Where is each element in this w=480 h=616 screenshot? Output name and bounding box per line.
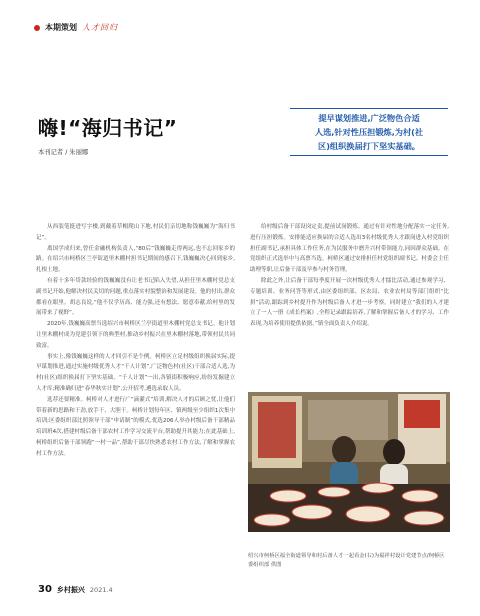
paragraph: 除此之外,让后备干部每季度开展一次村级优秀人才擂比活动,通过参观学习、专题培训、业务问答等形式,由区委组织部、区农局、农业农村局等部门组织“比拼”活动,跟踪到乡村提升作为村级后备人才进一步考察。同时建立“我们的人才建立了一人一册《成长档案》,全程记录跟踪培养,了解和掌握后备人才的学习、工作表现,为培养使用提供依据。”镇全面负责人介绍说。 bbox=[250, 277, 449, 328]
article-title: 嗨!“海归书记” bbox=[38, 116, 178, 140]
section-label: 本期策划 bbox=[45, 23, 77, 32]
issue-number: 2021.4 bbox=[89, 586, 113, 594]
paragraph: 事实上,像钱巍巍这样的人才回引不是个例。柯桥区立足村级组织换届实际,提早谋划推进,通过实施村级优秀人才“千人计划”,广泛物色村(社区)干部合适人选,为村(社区)组织换届打下坚实基础。“千人计划”一出,各镇街积极响应,纷纷发掘建立人才库;精准确归进“春华秋实计划”,公开招考,遴选录取人员。 bbox=[36, 353, 235, 392]
paragraph: 离国学成归来,曾任金融机构负责人,“80后”钱巍巍走得两远,也不忘回家乡的路。在绍兴市柯桥区兰亭街道里木棚村担书记期间的感召下,钱巍巍决心回到家乡,扎根土地。 bbox=[36, 245, 235, 274]
section-deco: 人才回归 bbox=[82, 23, 118, 32]
magazine-name: 乡村振兴 bbox=[56, 586, 85, 594]
paragraph: 选荐还要精准。柯桥对人才进行广“滴灌式”培训,解决人才的后顾之忧,让他们带着新的思路和干劲,放手干、大胆干。柯桥计划每年区、镇两级至少组织1次集中培训;区委组织部比照领导干部“申请制”的模式,优选206人举办村级后备干部精品培训班4次,搭建村级后备干部农村工作学习交流平台,帮助提升其能力;在此基础上,柯桥组织后备干部领跑“一村一品”,帮助干部尽快熟悉农村工作方法,了解和掌握农村工作方法。 bbox=[36, 396, 235, 457]
summary-line: 提早谋划推进,广泛物色合适 bbox=[318, 113, 420, 123]
summary-top-rule bbox=[290, 108, 448, 109]
page-footer bbox=[38, 584, 113, 595]
body-column-right bbox=[250, 222, 449, 330]
paragraph: 有着十多年贷款经验的钱巍巍没有让老书记陷入失望,从担任里木棚村党总支副书记开始,他解决村民关切的问题,重点落实村貌整治和发展建设。他的付出,群众都看在眼里。胡志良说,“他不仅学历高、能力强,还有想法、愿意奉献,给村里的发展带来了视野”。 bbox=[36, 277, 235, 317]
paragraph: 给村级后备干部设岗定责,提前试岗锻炼。通过有针对性地分配落实一定任务,进行压担锻炼。安排能适应换届的合适人选出3名村级优秀人才跟岗进入村党组织担任副书记,承担具体工作任务,在为民服务中磨升兴村带领能力,同因群众基础。在党组织正式选举中与高票当选。柯桥区通过安排担任村党组织副书记、村委会主任助理等职,让后备干部及早参与村务管理。 bbox=[250, 224, 449, 274]
body-column-left bbox=[36, 222, 235, 460]
summary-bottom-rule bbox=[290, 155, 448, 156]
paragraph: 2020年,钱巍巍高票当选绍兴市柯桥区兰亭街道里木棚村党总支书记。他计划让里木棚村成为党建引领下的典型村,推动乡村振兴在里木棚村落地,带领村民共同致富。 bbox=[36, 321, 235, 349]
paragraph: 从西装笔挺进写字楼,到戴着草帽爬山下地,村民们亲切地称钱巍巍为“海归书记”。 bbox=[36, 224, 235, 241]
page-number: 30 bbox=[38, 584, 52, 595]
bullet-dot-icon bbox=[34, 25, 40, 31]
article-photo bbox=[248, 392, 450, 532]
photo-caption: 绍兴市柯桥区福全街道领导和村后备人才一起看金(右)为福祥村设计党建节点/柯桥区委组织部 供图 bbox=[248, 553, 445, 568]
summary-box bbox=[290, 106, 448, 158]
byline: 本刊记者 / 朱丽娜 bbox=[38, 149, 89, 156]
photo-illustration bbox=[248, 392, 450, 532]
summary-line: 人选,针对性压担锻炼,为村(社 bbox=[314, 127, 424, 137]
section-kicker bbox=[34, 22, 118, 33]
summary-line: 区)组织换届打下坚实基础。 bbox=[318, 141, 420, 151]
